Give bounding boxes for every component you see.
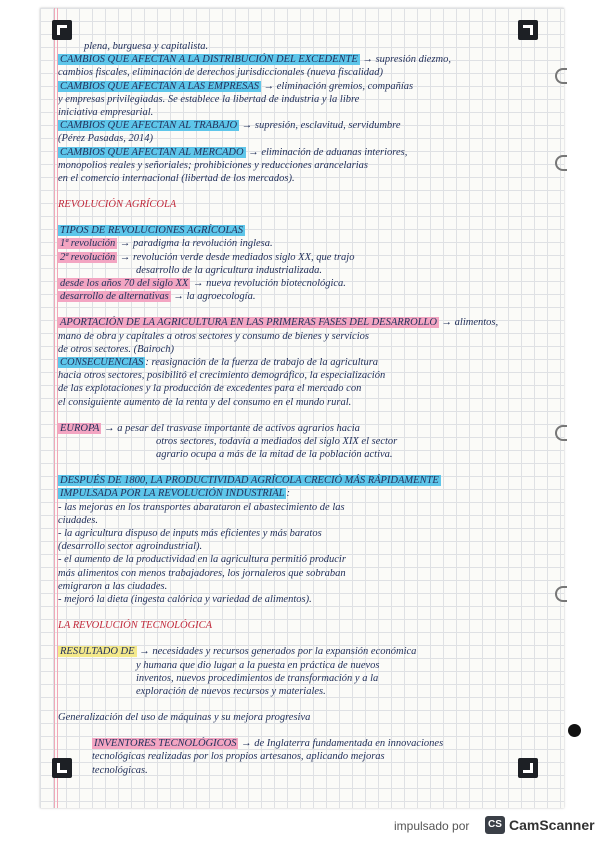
note-line: plena, burguesa y capitalista.	[84, 41, 209, 52]
note-line: desarrollo de la agricultura industrializada.	[136, 264, 322, 276]
note-line: exploración de nuevos recursos y materiales.	[136, 685, 326, 697]
note-line: - las mejoras en los transportes abarataron el abastecimiento de las	[58, 501, 345, 513]
highlighted-heading: TIPOS DE REVOLUCIONES AGRÍCOLAS	[60, 225, 243, 237]
note-line: y humana que dio lugar a la puesta en práctica de nuevos	[136, 659, 380, 671]
binder-hole	[555, 425, 567, 441]
binder-hole	[555, 68, 567, 84]
note-line: 2ª revolución → revolución verde desde mediados siglo XX, que trajo	[60, 251, 355, 263]
note-line: otros sectores, todavía a mediados del siglo XIX el sector	[156, 435, 398, 447]
note-line	[58, 224, 550, 237]
note-line: emigraron a las ciudades.	[58, 580, 168, 592]
highlighted-heading: CAMBIOS QUE AFECTAN A LAS EMPRESAS	[60, 80, 259, 92]
highlighted-term: 2ª revolución	[60, 251, 116, 263]
note-line: desarrollo de alternativas → la agroecología.	[60, 291, 256, 303]
highlighted-term: 1ª revolución	[60, 238, 116, 250]
highlighted-heading: CAMBIOS QUE AFECTAN A LA DISTRIBUCIÓN DEL EXCEDENTE	[60, 54, 358, 66]
note-line: EUROPA → a pesar del trasvase importante de activos agrarios hacia	[60, 422, 360, 434]
camscanner-logo-icon: CS	[485, 816, 505, 834]
note-line: iniciativa empresarial.	[58, 106, 154, 118]
note-line: tecnológicas.	[92, 764, 148, 776]
ink-dot	[568, 724, 581, 737]
highlighted-heading: CONSECUENCIAS	[60, 356, 144, 368]
note-line: ciudades.	[58, 514, 98, 526]
note-line: APORTACIÓN DE LA AGRICULTURA EN LAS PRIMERAS FASES DEL DESARROLLO → alimentos,	[60, 317, 499, 329]
note-line: más alimentos con menos trabajadores, los jornaleros que sobraban	[58, 567, 346, 579]
note-line: Generalización del uso de máquinas y su mejora progresiva	[58, 712, 311, 724]
note-line: mano de obra y capitales a otros sectores y consumo de bienes y servicios	[58, 330, 369, 342]
highlighted-heading: CAMBIOS QUE AFECTAN AL MERCADO	[60, 146, 244, 158]
highlighted-heading: IMPULSADA POR LA REVOLUCIÓN INDUSTRIAL	[60, 488, 285, 500]
powered-by-text: impulsado por	[394, 819, 470, 833]
camscanner-footer	[0, 812, 599, 838]
note-line: en el comercio internacional (libertad de los mercados).	[58, 172, 295, 184]
note-line: hacia otros sectores, posibilitó el crecimiento demográfico, la especialización	[58, 370, 386, 382]
section-heading: LA REVOLUCIÓN TECNOLÓGICA	[58, 620, 213, 632]
highlighted-term: desarrollo de alternativas	[60, 291, 169, 303]
highlighted-term: INVENTORES TECNOLÓGICOS	[94, 738, 237, 750]
note-line: 1ª revolución → paradigma la revolución inglesa.	[60, 238, 273, 250]
note-line: CAMBIOS QUE AFECTAN AL TRABAJO → supresión, esclavitud, servidumbre	[60, 120, 401, 132]
highlighted-term: RESULTADO DE	[60, 646, 135, 658]
scan-corner-marker	[518, 20, 538, 40]
binder-hole	[555, 586, 567, 602]
note-line: CAMBIOS QUE AFECTAN AL MERCADO → eliminación de aduanas interiores,	[60, 146, 408, 158]
scan-corner-marker	[52, 20, 72, 40]
note-line: inventos, nuevos procedimientos de transformación y a la	[136, 672, 379, 684]
camscanner-brand: CamScanner	[509, 817, 595, 833]
note-line: desde los años 70 del siglo XX → nueva revolución biotecnológica.	[60, 278, 346, 289]
note-line: monopolios reales y señoriales; prohibiciones y reducciones arancelarias	[58, 159, 368, 171]
note-line: - la agricultura dispuso de inputs más eficientes y más baratos	[58, 528, 322, 539]
highlighted-heading: CAMBIOS QUE AFECTAN AL TRABAJO	[60, 120, 238, 132]
note-line: agrario ocupa a más de la mitad de la población activa.	[156, 449, 393, 461]
note-line: (Pérez Pasadas, 2014)	[58, 133, 153, 145]
note-line: - mejoró la dieta (ingesta calórica y variedad de alimentos).	[58, 593, 312, 605]
note-line: - el aumento de la productividad en la agricultura permitió producir	[58, 554, 346, 566]
highlighted-heading: DESPUÉS DE 1800, LA PRODUCTIVIDAD AGRÍCOLA CRECIÓ MÁS RÁPIDAMENTE	[60, 475, 439, 487]
highlighted-heading: APORTACIÓN DE LA AGRICULTURA EN LAS PRIMERAS FASES DEL DESARROLLO	[60, 317, 437, 329]
highlighted-term: desde los años 70 del siglo XX	[60, 278, 189, 289]
note-line: CONSECUENCIAS : reasignación de la fuerza de trabajo de la agricultura	[60, 356, 379, 368]
note-line: CAMBIOS QUE AFECTAN A LA DISTRIBUCIÓN DEL EXCEDENTE → supresión diezmo,	[60, 54, 452, 66]
note-line: RESULTADO DE → necesidades y recursos generados por la expansión económica	[60, 646, 417, 658]
note-line: de las explotaciones y la producción de excedentes para el mercado con	[58, 383, 362, 395]
note-line: el consiguiente aumento de la renta y del consumo en el mundo rural.	[58, 396, 352, 408]
note-line: INVENTORES TECNOLÓGICOS → de Inglaterra fundamentada en innovaciones	[94, 738, 444, 750]
note-line: (desarrollo sector agroindustrial).	[58, 541, 203, 553]
note-line: y empresas privilegiadas. Se establece la libertad de industria y la libre	[58, 93, 360, 105]
note-line: IMPULSADA POR LA REVOLUCIÓN INDUSTRIAL :	[60, 488, 290, 500]
note-line: tecnológicas realizadas por los propios artesanos, aplicando mejoras	[92, 751, 385, 763]
note-line	[58, 474, 550, 487]
handwritten-notes	[58, 40, 550, 777]
note-line: CAMBIOS QUE AFECTAN A LAS EMPRESAS → eliminación gremios, compañías	[60, 80, 414, 92]
section-heading: REVOLUCIÓN AGRÍCOLA	[58, 199, 177, 211]
note-line: cambios fiscales, eliminación de derechos jurisdiccionales (nueva fiscalidad)	[58, 67, 384, 79]
margin-line	[54, 8, 55, 808]
binder-hole	[555, 155, 567, 171]
highlighted-term: EUROPA	[60, 422, 100, 434]
note-line: de otros sectores. (Bairoch)	[58, 343, 175, 355]
